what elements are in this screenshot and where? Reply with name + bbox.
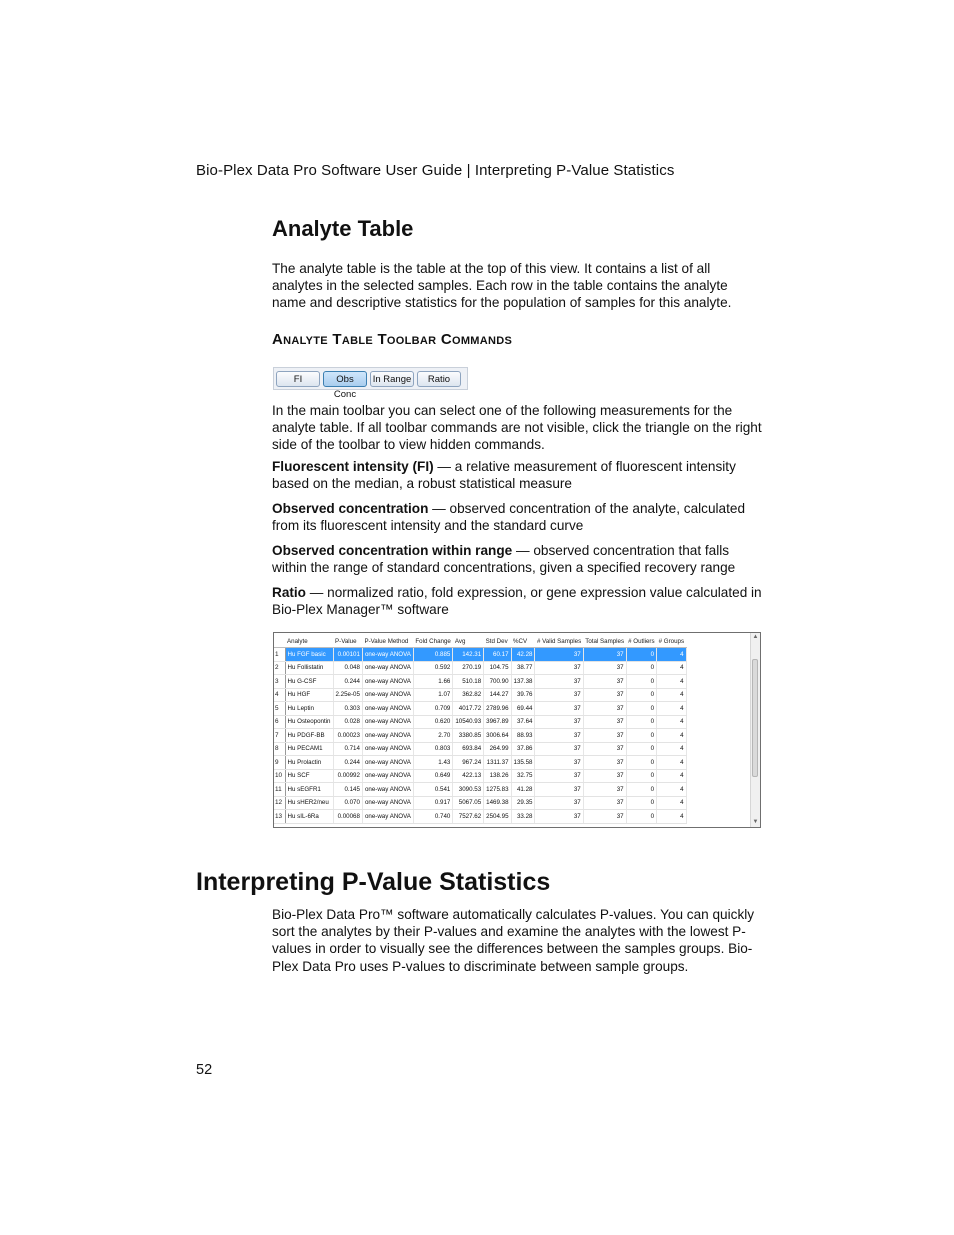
- definition-term: Fluorescent intensity (FI): [272, 459, 434, 474]
- running-head: Bio-Plex Data Pro Software User Guide | Interpreting P-Value Statistics: [196, 162, 675, 179]
- definition-desc: — a relative measurement of fluorescent intensity based on the median, a robust statistical measure: [272, 459, 736, 492]
- table-cell: 0.803: [413, 742, 452, 756]
- table-cell: Hu PDGF-BB: [285, 729, 333, 743]
- table-cell: 2.25e-05: [333, 688, 362, 702]
- analyte-toolbar: [273, 367, 468, 400]
- table-cell: 37: [535, 715, 583, 729]
- table-cell: 37: [583, 648, 626, 662]
- table-cell: 2.70: [413, 729, 452, 743]
- table-cell: one-way ANOVA: [362, 742, 413, 756]
- table-cell: 1.66: [413, 675, 452, 689]
- definition-ratio: [272, 584, 762, 618]
- table-cell: Hu Prolactin: [285, 756, 333, 770]
- table-cell: 422.13: [453, 769, 484, 783]
- table-cell: 0.649: [413, 769, 452, 783]
- definition-term: Observed concentration: [272, 501, 429, 516]
- table-cell: Hu sIL-6Ra: [285, 810, 333, 824]
- table-cell: Hu G-CSF: [285, 675, 333, 689]
- table-cell: one-way ANOVA: [362, 729, 413, 743]
- column-header[interactable]: P-Value Method: [362, 636, 413, 648]
- analyte-table[interactable]: [273, 632, 761, 828]
- table-cell: 0: [626, 810, 656, 824]
- table-cell: Hu sHER2/neu: [285, 796, 333, 810]
- column-header[interactable]: Analyte: [285, 636, 333, 648]
- table-cell: Hu Leptin: [285, 702, 333, 716]
- table-cell: 37: [583, 769, 626, 783]
- table-cell: 37: [535, 783, 583, 797]
- table-cell: 1469.38: [484, 796, 511, 810]
- table-cell: 69.44: [511, 702, 535, 716]
- table-cell: 144.27: [484, 688, 511, 702]
- row-number: 12: [274, 796, 285, 810]
- table-row[interactable]: [274, 702, 686, 716]
- table-cell: 37: [535, 675, 583, 689]
- definition-desc: — observed concentration of the analyte, calculated from its fluorescent intensity and the standard curve: [272, 501, 746, 534]
- definition-in-range: [272, 542, 762, 576]
- table-cell: one-way ANOVA: [362, 756, 413, 770]
- table-row[interactable]: [274, 810, 686, 824]
- table-cell: 42.28: [511, 648, 535, 662]
- table-cell: 0: [626, 769, 656, 783]
- table-cell: 1275.83: [484, 783, 511, 797]
- table-cell: 5067.05: [453, 796, 484, 810]
- table-cell: 0.048: [333, 661, 362, 675]
- definition-desc: — normalized ratio, fold expression, or gene expression value calculated in Bio-Plex Manager™ software: [272, 585, 762, 618]
- table-cell: 4: [657, 742, 686, 756]
- table-cell: 37.86: [511, 742, 535, 756]
- column-header[interactable]: Total Samples: [583, 636, 626, 648]
- table-cell: 38.77: [511, 661, 535, 675]
- table-cell: 0.303: [333, 702, 362, 716]
- chapter-title: Interpreting P-Value Statistics: [196, 868, 551, 896]
- scrollbar-thumb[interactable]: [752, 659, 758, 777]
- table-row[interactable]: [274, 729, 686, 743]
- table-cell: 0.541: [413, 783, 452, 797]
- table-cell: 88.93: [511, 729, 535, 743]
- table-cell: Hu SCF: [285, 769, 333, 783]
- table-cell: 0.244: [333, 756, 362, 770]
- table-row[interactable]: [274, 742, 686, 756]
- table-cell: 4: [657, 661, 686, 675]
- table-cell: 270.19: [453, 661, 484, 675]
- row-number: 5: [274, 702, 285, 716]
- table-cell: 37: [583, 783, 626, 797]
- table-cell: Hu Follistatin: [285, 661, 333, 675]
- table-cell: 0: [626, 783, 656, 797]
- table-cell: 2789.96: [484, 702, 511, 716]
- table-cell: 0.592: [413, 661, 452, 675]
- table-cell: 37: [535, 756, 583, 770]
- row-number: 10: [274, 769, 285, 783]
- table-cell: 0.00023: [333, 729, 362, 743]
- table-cell: 0: [626, 715, 656, 729]
- table-cell: 39.76: [511, 688, 535, 702]
- table-cell: one-way ANOVA: [362, 702, 413, 716]
- table-cell: one-way ANOVA: [362, 796, 413, 810]
- table-cell: 0: [626, 675, 656, 689]
- table-cell: 4: [657, 675, 686, 689]
- table-cell: 510.18: [453, 675, 484, 689]
- column-header[interactable]: Avg: [453, 636, 484, 648]
- page-number: 52: [196, 1062, 213, 1078]
- table-cell: Hu PECAM1: [285, 742, 333, 756]
- table-cell: 0.885: [413, 648, 452, 662]
- toolbar-description: In the main toolbar you can select one of the following measurements for the analyte table. If all toolbar commands are not visible, click the triangle on the right side of the toolbar to view hidden commands.: [272, 403, 762, 453]
- table-cell: 0: [626, 702, 656, 716]
- column-header[interactable]: # Valid Samples: [535, 636, 583, 648]
- table-cell: 3006.64: [484, 729, 511, 743]
- table-cell: 0.00068: [333, 810, 362, 824]
- row-number: 11: [274, 783, 285, 797]
- row-number: 9: [274, 756, 285, 770]
- row-number: 2: [274, 661, 285, 675]
- table-cell: 60.17: [484, 648, 511, 662]
- table-cell: 0.145: [333, 783, 362, 797]
- table-cell: 264.99: [484, 742, 511, 756]
- table-cell: 1311.37: [484, 756, 511, 770]
- table-row[interactable]: [274, 688, 686, 702]
- table-cell: 3090.53: [453, 783, 484, 797]
- scroll-up-icon[interactable]: ▲: [752, 634, 759, 640]
- table-cell: 37: [535, 688, 583, 702]
- section-title: Analyte Table: [272, 216, 414, 241]
- table-cell: 137.38: [511, 675, 535, 689]
- fi-button[interactable]: FI: [276, 371, 320, 387]
- chapter-text: Bio-Plex Data Pro™ software automatically calculates P-values. You can quickly sort the analytes by their P-values and examine the analytes with the lowest P-values in order to visually see the differences between the samples groups. Bio-Plex Data Pro uses P-values to discriminate between sample groups.: [272, 907, 755, 974]
- table-cell: one-way ANOVA: [362, 688, 413, 702]
- table-cell: 4: [657, 756, 686, 770]
- table-cell: 32.75: [511, 769, 535, 783]
- table-cell: 7527.62: [453, 810, 484, 824]
- table-cell: 0.714: [333, 742, 362, 756]
- table-row[interactable]: [274, 769, 686, 783]
- table-cell: 37: [583, 742, 626, 756]
- table-row[interactable]: [274, 675, 686, 689]
- table-cell: 0: [626, 756, 656, 770]
- table-cell: 2504.95: [484, 810, 511, 824]
- table-cell: 37: [583, 756, 626, 770]
- table-cell: 37.64: [511, 715, 535, 729]
- column-header[interactable]: Fold Change: [413, 636, 452, 648]
- row-number: 1: [274, 648, 285, 662]
- definition-desc: — observed concentration that falls within the range of standard concentrations, given a specified recovery range: [272, 543, 736, 576]
- table-cell: one-way ANOVA: [362, 648, 413, 662]
- vertical-scrollbar[interactable]: [750, 633, 760, 827]
- row-number: 13: [274, 810, 285, 824]
- ratio-button[interactable]: Ratio: [417, 371, 461, 387]
- table-cell: 37: [583, 661, 626, 675]
- table-cell: 0.740: [413, 810, 452, 824]
- definition-fi: [272, 458, 762, 492]
- definition-obs-conc: [272, 500, 762, 534]
- table-cell: 0: [626, 796, 656, 810]
- table-cell: 4: [657, 688, 686, 702]
- table-cell: 4: [657, 810, 686, 824]
- table-header-row: [274, 636, 686, 648]
- row-number: 6: [274, 715, 285, 729]
- table-cell: 967.24: [453, 756, 484, 770]
- table-cell: 0.00992: [333, 769, 362, 783]
- table-cell: 3380.85: [453, 729, 484, 743]
- table-cell: 37: [535, 742, 583, 756]
- table-cell: 4: [657, 783, 686, 797]
- table-cell: one-way ANOVA: [362, 783, 413, 797]
- definition-term: Ratio: [272, 585, 306, 600]
- table-cell: 0.00101: [333, 648, 362, 662]
- table-cell: 0: [626, 729, 656, 743]
- table-cell: 0.620: [413, 715, 452, 729]
- table-cell: 37: [535, 810, 583, 824]
- definition-term: Observed concentration within range: [272, 543, 513, 558]
- row-number: 8: [274, 742, 285, 756]
- in-range-button[interactable]: In Range: [370, 371, 414, 387]
- column-header[interactable]: # Outliers: [626, 636, 656, 648]
- table-cell: 0.028: [333, 715, 362, 729]
- table-cell: 1.07: [413, 688, 452, 702]
- table-cell: 37: [583, 702, 626, 716]
- table-cell: 4: [657, 769, 686, 783]
- table-cell: one-way ANOVA: [362, 661, 413, 675]
- table-cell: one-way ANOVA: [362, 715, 413, 729]
- table-row[interactable]: [274, 783, 686, 797]
- table-cell: 4: [657, 796, 686, 810]
- table-cell: 4: [657, 702, 686, 716]
- table-cell: 37: [583, 810, 626, 824]
- table-cell: 700.90: [484, 675, 511, 689]
- column-header[interactable]: Std Dev: [484, 636, 511, 648]
- table-cell: 37: [583, 675, 626, 689]
- table-cell: 41.28: [511, 783, 535, 797]
- table-row[interactable]: [274, 648, 686, 662]
- table-cell: 0.070: [333, 796, 362, 810]
- table-cell: 37: [583, 688, 626, 702]
- table-cell: Hu FGF basic: [285, 648, 333, 662]
- table-cell: 0: [626, 648, 656, 662]
- table-cell: Hu Osteopontin: [285, 715, 333, 729]
- row-number-header: [274, 636, 285, 648]
- table-cell: 37: [535, 648, 583, 662]
- table-cell: 0.244: [333, 675, 362, 689]
- table-cell: Hu sEGFR1: [285, 783, 333, 797]
- table-cell: 0: [626, 742, 656, 756]
- table-cell: 0: [626, 661, 656, 675]
- table-cell: 142.31: [453, 648, 484, 662]
- table-cell: 0.917: [413, 796, 452, 810]
- table-cell: 37: [535, 729, 583, 743]
- table-cell: 37: [535, 796, 583, 810]
- table-cell: 37: [583, 715, 626, 729]
- table-cell: 0: [626, 688, 656, 702]
- table-cell: 0.709: [413, 702, 452, 716]
- analyte-grid: [274, 636, 687, 824]
- table-cell: one-way ANOVA: [362, 675, 413, 689]
- table-cell: 3967.89: [484, 715, 511, 729]
- table-cell: 37: [583, 796, 626, 810]
- table-cell: 138.26: [484, 769, 511, 783]
- table-cell: 37: [535, 661, 583, 675]
- table-cell: 362.82: [453, 688, 484, 702]
- table-cell: one-way ANOVA: [362, 810, 413, 824]
- table-cell: 4: [657, 648, 686, 662]
- table-row[interactable]: [274, 756, 686, 770]
- table-cell: one-way ANOVA: [362, 769, 413, 783]
- row-number: 4: [274, 688, 285, 702]
- table-cell: 29.35: [511, 796, 535, 810]
- table-row[interactable]: [274, 661, 686, 675]
- column-header[interactable]: %CV: [511, 636, 535, 648]
- table-cell: 33.28: [511, 810, 535, 824]
- table-cell: 4017.72: [453, 702, 484, 716]
- subsection-title: Analyte Table Toolbar Commands: [272, 331, 513, 348]
- table-cell: Hu HGF: [285, 688, 333, 702]
- row-number: 7: [274, 729, 285, 743]
- table-cell: 37: [583, 729, 626, 743]
- table-cell: 4: [657, 715, 686, 729]
- table-cell: 135.58: [511, 756, 535, 770]
- table-cell: 4: [657, 729, 686, 743]
- table-cell: 37: [535, 769, 583, 783]
- table-cell: 104.75: [484, 661, 511, 675]
- column-header[interactable]: P-Value: [333, 636, 362, 648]
- table-row[interactable]: [274, 796, 686, 810]
- table-cell: 693.84: [453, 742, 484, 756]
- column-header[interactable]: # Groups: [657, 636, 686, 648]
- row-number: 3: [274, 675, 285, 689]
- table-row[interactable]: [274, 715, 686, 729]
- table-cell: 10540.93: [453, 715, 484, 729]
- obs-conc-button[interactable]: Obs Conc: [323, 371, 367, 387]
- section-intro: The analyte table is the table at the top of this view. It contains a list of all analytes in the selected samples. Each row in the table contains the analyte name and descriptive statistics for the population of samples for this analyte.: [272, 261, 732, 311]
- scroll-down-icon[interactable]: ▼: [752, 819, 759, 825]
- table-cell: 1.43: [413, 756, 452, 770]
- table-cell: 37: [535, 702, 583, 716]
